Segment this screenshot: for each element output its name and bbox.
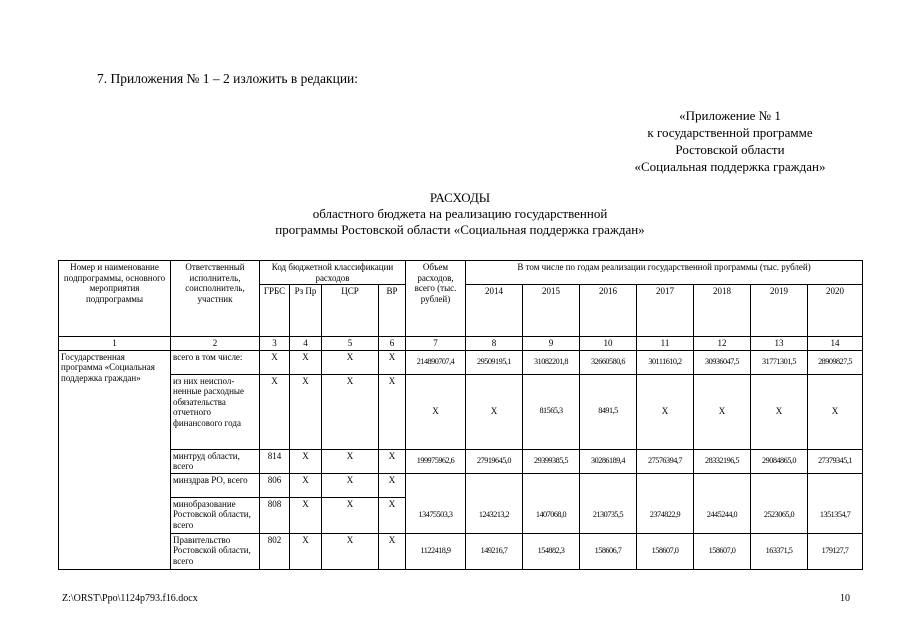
column-number: 9	[523, 337, 580, 351]
row-total: 214890707,4	[406, 350, 466, 374]
row-vr: Х	[379, 497, 406, 533]
row-csr: Х	[322, 350, 379, 374]
row-vr: Х	[379, 374, 406, 449]
budget-table	[58, 260, 863, 570]
appendix-header	[560, 107, 900, 175]
column-number: 14	[808, 337, 863, 351]
row-csr: Х	[322, 473, 379, 497]
row-value	[580, 473, 637, 497]
header-rzpr: Рз Пр	[290, 285, 322, 337]
row-grbs: 802	[260, 533, 290, 569]
row-value: Х	[808, 374, 863, 449]
title-line: РАСХОДЫ	[429, 190, 491, 205]
header-grbs: ГРБС	[260, 285, 290, 337]
row-total: 199975962,6	[406, 449, 466, 473]
row-value	[637, 473, 694, 497]
header-year: 2020	[808, 285, 863, 337]
document-title	[180, 190, 740, 238]
row-rzpr: Х	[290, 374, 322, 449]
row-value: 158607,0	[637, 533, 694, 569]
row-total: Х	[406, 374, 466, 449]
row-rzpr: Х	[290, 473, 322, 497]
row-value: 8491,5	[580, 374, 637, 449]
row-value: Х	[694, 374, 751, 449]
row-value: 32660580,6	[580, 350, 637, 374]
row-value: 154882,3	[523, 533, 580, 569]
row-total: 1122418,9	[406, 533, 466, 569]
row-value: 29084865,0	[751, 449, 808, 473]
header-csr: ЦСР	[322, 285, 379, 337]
header-budget-code: Код бюджетной классификации расходов	[260, 261, 406, 285]
header-vr: ВР	[379, 285, 406, 337]
row-value	[694, 473, 751, 497]
row-rzpr: Х	[290, 533, 322, 569]
row-value	[751, 473, 808, 497]
row-value: 179127,7	[808, 533, 863, 569]
footer-file-path: Z:\ORST\Ppo\1124p793.f16.docx	[62, 593, 198, 604]
table-row	[59, 374, 863, 449]
appendix-line: к государственной программе	[647, 125, 813, 140]
row-responsible: минтруд области, всего	[171, 449, 260, 473]
column-number: 8	[466, 337, 523, 351]
column-number: 5	[322, 337, 379, 351]
table-row	[59, 449, 863, 473]
row-rzpr: Х	[290, 449, 322, 473]
header-years: В том числе по годам реализации государственной программы (тыс. рублей)	[466, 261, 863, 285]
header-year: 2014	[466, 285, 523, 337]
row-rzpr: Х	[290, 497, 322, 533]
row-value: 28909827,5	[808, 350, 863, 374]
row-value: 158607,0	[694, 533, 751, 569]
row-value	[523, 473, 580, 497]
row-responsible: из них неиспол-ненные расходные обязательства отчетного финансового года	[171, 374, 260, 449]
row-value: 30286189,4	[580, 449, 637, 473]
row-value: 163371,5	[751, 533, 808, 569]
column-number: 1	[59, 337, 171, 351]
header-total: Объем расходов, всего (тыс. рублей)	[406, 261, 466, 337]
row-grbs: Х	[260, 374, 290, 449]
row-responsible: минобразование Ростовской области, всего	[171, 497, 260, 533]
table-row	[59, 533, 863, 569]
row-vr: Х	[379, 449, 406, 473]
row-responsible: Правительство Ростовской области, всего	[171, 533, 260, 569]
row-value: Х	[466, 374, 523, 449]
row-value: 1407068,0	[523, 497, 580, 533]
row-value: 158606,7	[580, 533, 637, 569]
row-vr: Х	[379, 533, 406, 569]
column-number: 12	[694, 337, 751, 351]
row-value	[466, 473, 523, 497]
header-year: 2019	[751, 285, 808, 337]
row-value: 27576394,7	[637, 449, 694, 473]
header-year: 2015	[523, 285, 580, 337]
title-line: программы Ростовской области «Социальная поддержка граждан»	[275, 222, 645, 237]
row-value: 27379345,1	[808, 449, 863, 473]
row-value: 2445244,0	[694, 497, 751, 533]
row-value: Х	[637, 374, 694, 449]
header-name: Номер и наименование подпрограммы, основного мероприятия подпрограммы	[59, 261, 171, 337]
title-line: областного бюджета на реализацию государственной	[312, 206, 608, 221]
row-value: 27919645,0	[466, 449, 523, 473]
row-value: 28332196,5	[694, 449, 751, 473]
row-csr: Х	[322, 374, 379, 449]
row-csr: Х	[322, 533, 379, 569]
row-csr: Х	[322, 449, 379, 473]
row-value: 81565,3	[523, 374, 580, 449]
row-value: 31771301,5	[751, 350, 808, 374]
row-value: 1243213,2	[466, 497, 523, 533]
row-value: 1351354,7	[808, 497, 863, 533]
row-grbs: Х	[260, 350, 290, 374]
row-value: 30936047,5	[694, 350, 751, 374]
row-value: 2523065,0	[751, 497, 808, 533]
header-year: 2016	[580, 285, 637, 337]
column-number: 2	[171, 337, 260, 351]
page-number: 10	[840, 593, 850, 604]
header-year: 2018	[694, 285, 751, 337]
appendix-line: Ростовской области	[675, 142, 785, 157]
row-grbs: 814	[260, 449, 290, 473]
row-grbs: 808	[260, 497, 290, 533]
row-value: 29399385,5	[523, 449, 580, 473]
column-number: 6	[379, 337, 406, 351]
row-value: 2374822,9	[637, 497, 694, 533]
row-value: 2130735,5	[580, 497, 637, 533]
row-grbs: 806	[260, 473, 290, 497]
row-value: 29509195,1	[466, 350, 523, 374]
row-responsible: всего в том числе:	[171, 350, 260, 374]
column-number: 11	[637, 337, 694, 351]
column-number: 13	[751, 337, 808, 351]
intro-text: 7. Приложения № 1 – 2 изложить в редакции:	[97, 71, 359, 86]
column-number: 3	[260, 337, 290, 351]
row-responsible: минздрав РО, всего	[171, 473, 260, 497]
program-name: Государственная программа «Социальная поддержка граждан»	[59, 350, 171, 569]
table-row	[59, 497, 863, 533]
row-value	[808, 473, 863, 497]
row-csr: Х	[322, 497, 379, 533]
row-vr: Х	[379, 473, 406, 497]
column-number: 4	[290, 337, 322, 351]
column-number-row	[59, 337, 863, 351]
row-total	[406, 473, 466, 497]
row-total: 13475503,3	[406, 497, 466, 533]
appendix-line: «Социальная поддержка граждан»	[634, 159, 826, 174]
appendix-line: «Приложение № 1	[679, 108, 781, 123]
row-vr: Х	[379, 350, 406, 374]
row-value: Х	[751, 374, 808, 449]
column-number: 10	[580, 337, 637, 351]
table-row	[59, 350, 863, 374]
row-rzpr: Х	[290, 350, 322, 374]
column-number: 7	[406, 337, 466, 351]
row-value: 149216,7	[466, 533, 523, 569]
row-value: 31082201,8	[523, 350, 580, 374]
row-value: 30111610,2	[637, 350, 694, 374]
header-responsible: Ответственный исполнитель, соисполнитель, участник	[171, 261, 260, 337]
table-row	[59, 473, 863, 497]
header-year: 2017	[637, 285, 694, 337]
